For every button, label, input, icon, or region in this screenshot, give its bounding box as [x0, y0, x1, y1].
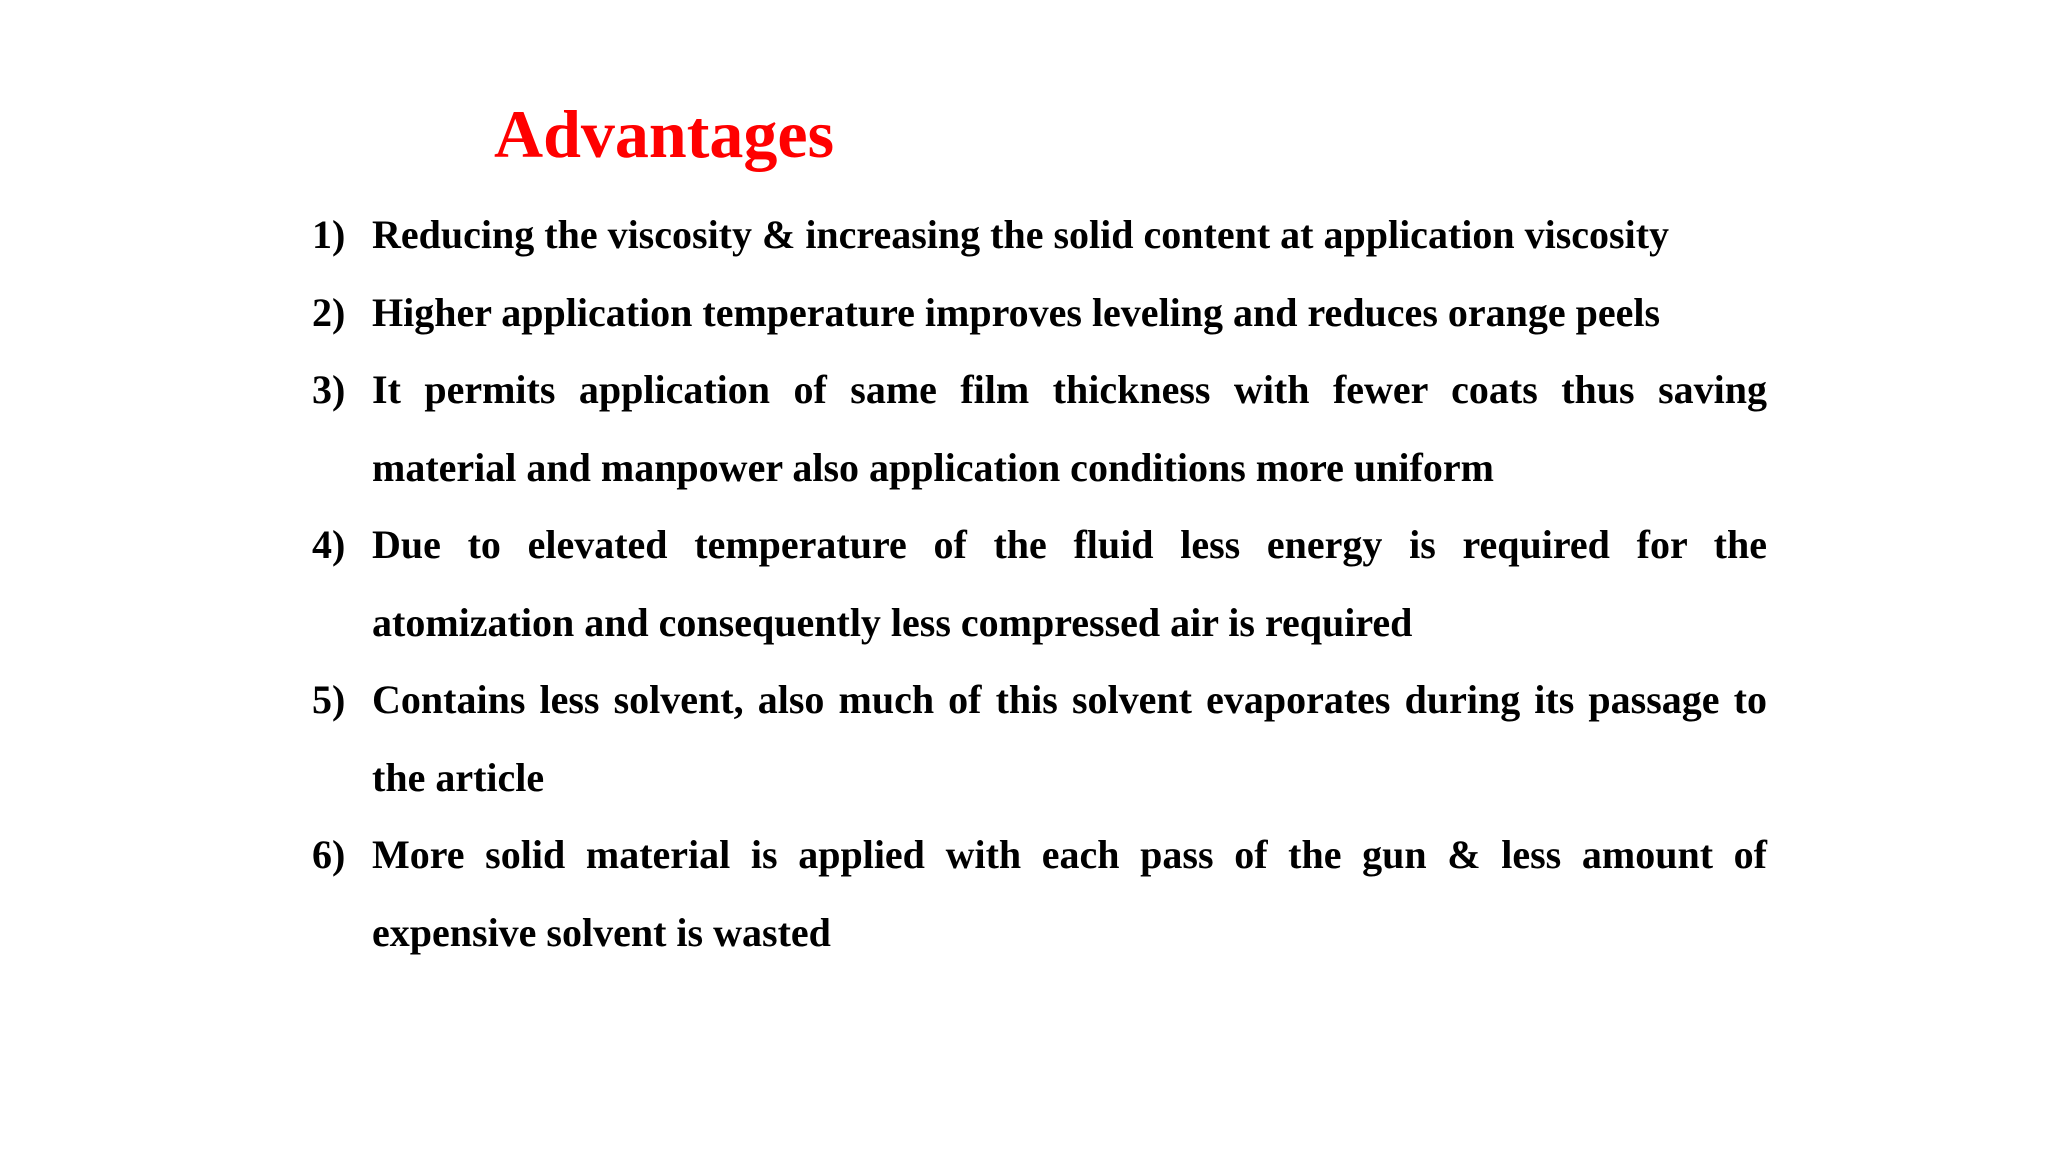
list-item	[312, 816, 1767, 971]
list-item-text: It permits application of same film thickness with fewer coats thus saving material and manpower also application conditions more uniform	[372, 367, 1767, 490]
list-item-text: Reducing the viscosity & increasing the solid content at application viscosity	[372, 212, 1670, 257]
list-item	[312, 506, 1767, 661]
list-item-text: Due to elevated temperature of the fluid less energy is required for the atomization and consequently less compressed air is required	[372, 522, 1767, 645]
list-item-number: 2)	[312, 289, 346, 335]
list-item	[312, 351, 1767, 506]
list-item	[312, 661, 1767, 816]
list-item-text: Contains less solvent, also much of this solvent evaporates during its passage to the article	[372, 677, 1767, 800]
list-item-number: 3)	[312, 367, 346, 412]
list-item-number: 5)	[312, 677, 346, 722]
slide-title: Advantages	[494, 96, 835, 172]
list-item	[312, 196, 1767, 274]
list-item-number: 4)	[312, 522, 346, 567]
advantages-list	[312, 196, 1767, 971]
list-item-number: 1)	[312, 212, 346, 257]
list-item	[312, 274, 1767, 352]
list-item-text: Higher application temperature improves leveling and reduces orange peels	[372, 289, 1661, 335]
list-item-number: 6)	[312, 832, 346, 877]
list-item-text: More solid material is applied with each pass of the gun & less amount of expensive solvent is wasted	[372, 832, 1767, 955]
